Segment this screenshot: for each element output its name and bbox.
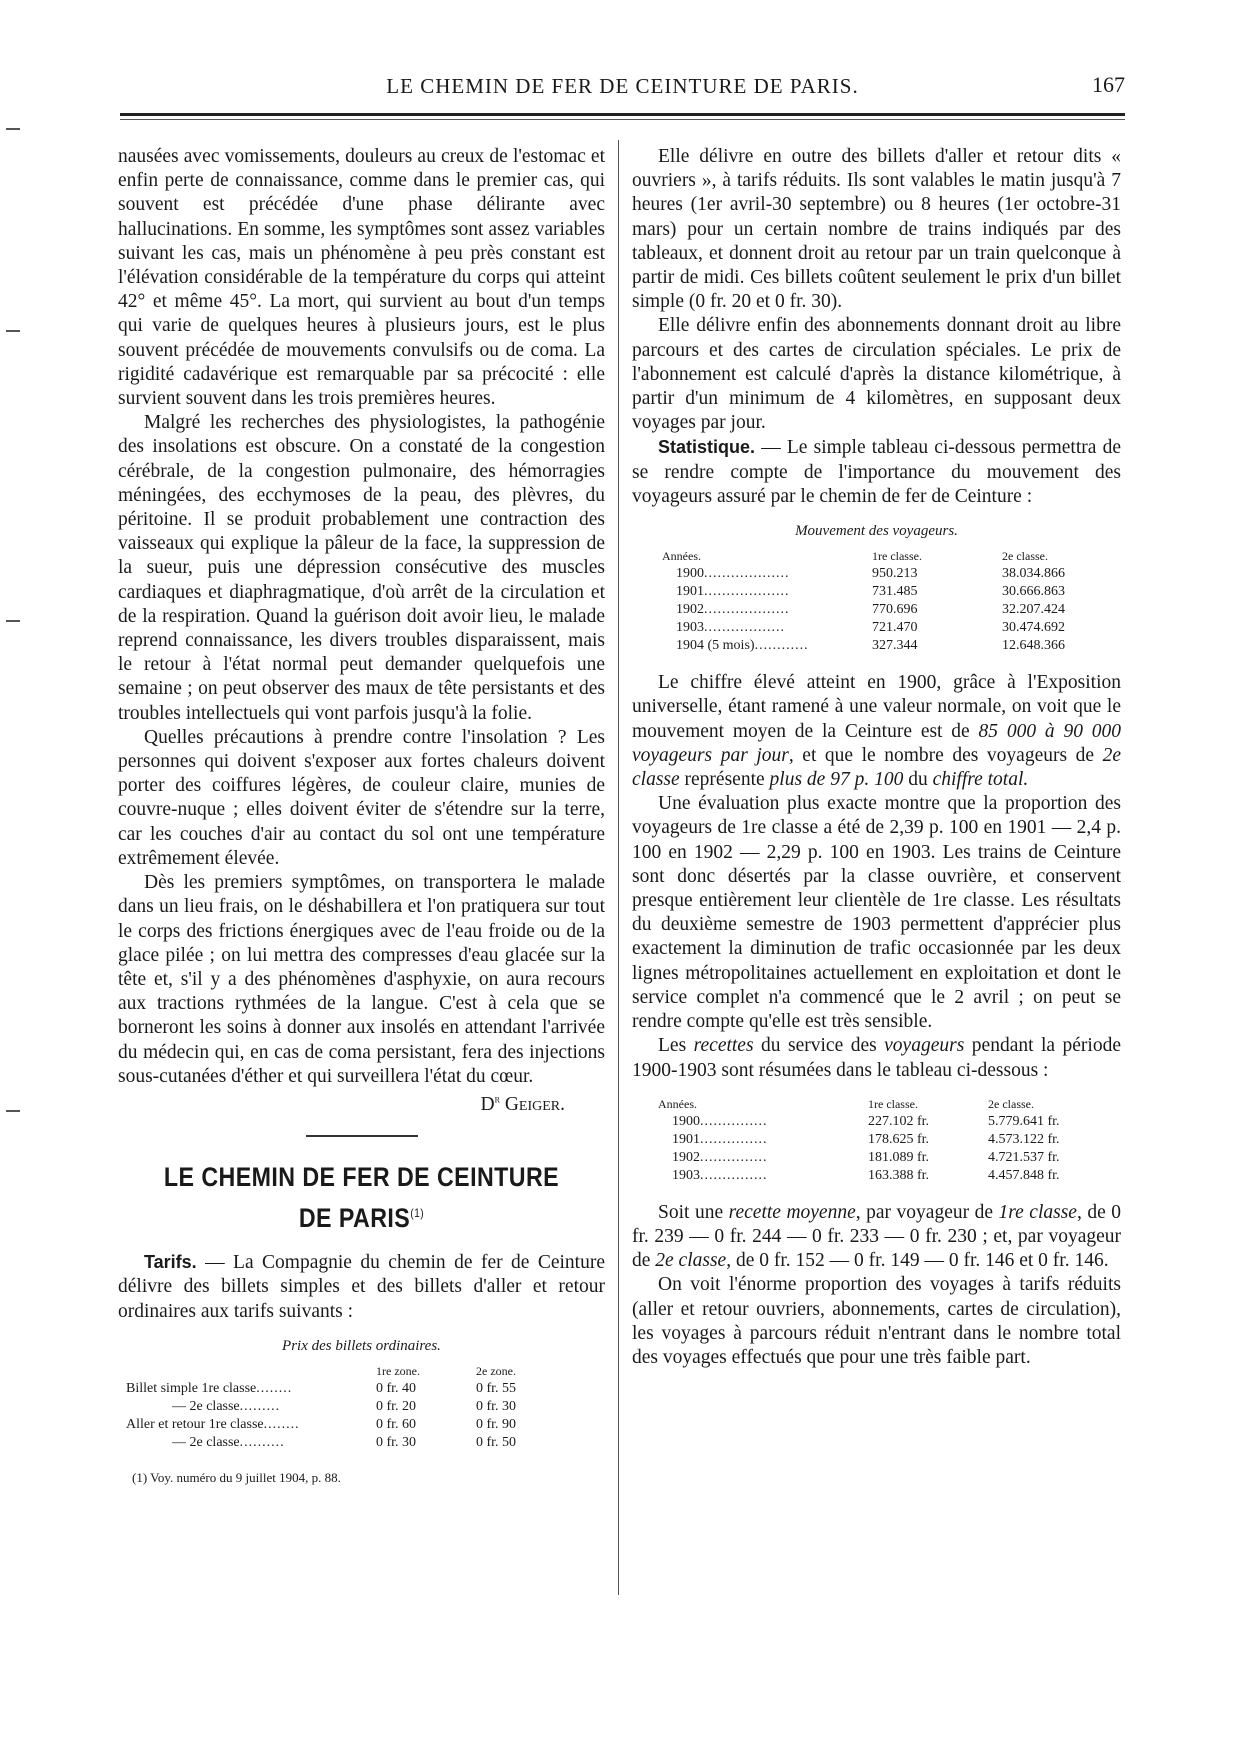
paragraph [632,435,1121,509]
table-row [658,1149,1098,1167]
cell: 770.696 [872,602,918,618]
section-rule [306,1135,418,1137]
statistique-heading: Statistique. [658,437,756,458]
header-rule [120,113,1125,116]
table-row [662,601,1102,619]
tarif-table-caption: Prix des billets ordinaires. [282,1337,441,1354]
cell: 181.089 fr. [868,1149,930,1165]
column-divider [618,140,619,1595]
running-title: LE CHEMIN DE FER DE CEINTURE DE PARIS. [386,74,859,98]
margin-mark [6,620,20,622]
cell: 0 fr. 90 [476,1416,517,1432]
row-label: — 2e classe [172,1398,240,1414]
signature-prefix: D [480,1093,495,1115]
row-label: Aller et retour 1re classe [126,1416,264,1432]
statistique-text: — Le simple tableau ci-dessous permettra de se rendre compte de l'importance du mouvement des voyageurs assuré par le chemin de fer de Ceinture : [632,437,1121,507]
right-column [632,145,1121,1370]
table-row [126,1398,566,1416]
article-title [152,1159,571,1236]
emphasis: 85 000 à 90 000 voyageurs par jour [632,720,1122,766]
column-header: 2e classe. [988,1096,1034,1111]
text-run: du [903,769,933,791]
article-title-line2: DE PARIS [298,1203,411,1234]
table-header-row [662,547,1102,565]
cell: 0 fr. 30 [376,1434,417,1450]
paragraph: Malgré les recherches des physiologistes, la pathogénie des insolations est obscure. On a constaté de la congestion cérébrale, de la congestion pulmonaire, des hémorragies méningées, des ecchymoses de la peau, des plèvres, du péritoine. Il se produit probablement une contraction des vaisseaux qui explique la pâleur de la face, la suppression de la sueur, puis une dépression consécutive des muscles cardiaques et diaphragmatique, d'où arrêt de la circulation et de la respiration. Quand la guérison doit avoir lieu, le malade reprend connaissance, les divers troubles disparaissent, mais le retour à l'état normal peut demander quelquefois une semaine ; on peut observer des maux de tête persistants et des troubles intellectuels qui vont parfois jusqu'à la folie. [118,412,605,724]
row-year: 1904 (5 mois) [676,638,755,654]
emphasis: voyageurs [884,1035,965,1057]
row-year: 1902 [676,602,704,618]
table-row [662,565,1102,583]
row-year: 1900 [676,566,704,582]
dot-leader: ............... [700,1131,768,1147]
emphasis: 1re classe [998,1201,1077,1223]
dot-leader: ............... [700,1113,768,1129]
text-run: représente [679,769,770,791]
row-year: 1901 [672,1131,700,1147]
dot-leader: ................... [704,602,790,618]
cell: 0 fr. 50 [476,1434,517,1450]
text-run: , de 0 fr. 239 — 0 fr. 244 — 0 fr. 233 — 0 fr. 230 ; et, par voyageur de [632,1201,1121,1272]
footnote: (1) Voy. numéro du 9 juillet 1904, p. 88. [132,1469,341,1485]
mouvement-table-caption: Mouvement des voyageurs. [795,523,958,540]
cell: 30.474.692 [1002,620,1065,636]
tarifs-heading: Tarifs. [144,1252,197,1273]
margin-mark [6,128,20,130]
text-run: du service des [753,1035,885,1057]
cell: 12.648.366 [1002,638,1065,654]
dot-leader: ............... [700,1167,768,1183]
paragraph: Quelles précautions à prendre contre l'insolation ? Les personnes qui doivent s'exposer aux fortes chaleurs doivent porter des coiffures légères, de couleur claire, munies de couvre-nuque ; elles doivent éviter de s'étendre sur la terre, car les couches d'air au contact du sol ont une température extrêmement élevée. [118,726,605,869]
paragraph: Une évaluation plus exacte montre que la proportion des voyageurs de 1re classe a été de 2,39 p. 100 en 1901 — 2,4 p. 100 en 1902 — 2,29 p. 100 en 1903. Les trains de Ceinture sont donc désertés par la classe ouvrière, et conservent presque entièrement leur clientèle de 1re classe. Les résultats du deuxième semestre de 1903 permettent d'apprécier plus exactement la diminution de trafic occasionnée par les deux lignes métropolitaines actuellement en exploitation et dont le service complet n'a commencé que le 2 avril ; on peut se rendre compte qu'elle est très sensible. [632,793,1121,1033]
row-year: 1903 [676,620,704,636]
recettes-table [658,1095,1098,1185]
table-row [658,1167,1098,1185]
cell: 38.034.866 [1002,566,1065,582]
author-signature [118,1093,565,1117]
table-row [662,637,1102,655]
cell: 950.213 [872,566,918,582]
paragraph [118,1250,605,1324]
table-row [658,1131,1098,1149]
table-row [126,1380,566,1398]
cell: 4.457.848 fr. [988,1167,1060,1183]
page-number: 167 [1092,72,1125,97]
margin-mark [6,330,20,332]
text-run: pendant la période 1900-1903 sont résumées dans le tableau ci-dessous : [632,1035,1121,1081]
article-title-line1: LE CHEMIN DE FER DE CEINTURE [163,1162,560,1193]
cell: 32.207.424 [1002,602,1065,618]
text-run: Soit une [658,1201,729,1223]
row-year: 1903 [672,1167,700,1183]
row-label: Billet simple 1re classe [126,1380,257,1396]
cell: 731.485 [872,584,918,600]
emphasis: recettes [693,1035,754,1057]
paragraph [632,1034,1121,1082]
cell: 0 fr. 40 [376,1380,417,1396]
cell: 5.779.641 fr. [988,1113,1060,1129]
column-header: 1re classe. [868,1096,918,1111]
cell: 163.388 fr. [868,1167,930,1183]
paragraph: Dès les premiers symptômes, on transportera le malade dans un lieu frais, on le déshabillera et l'on pratiquera sur tout le corps des frictions énergiques avec de l'eau froide ou de la glace pilée ; on lui mettra des compresses d'eau glacée sur la tête et, s'il y a des phénomènes d'asphyxie, on aura recours aux tractions rythmées de la langue. C'est à cela que se borneront les soins à donner aux insolés en attendant l'arrivée du médecin qui, en cas de coma persistant, fera des injections sous-cutanées d'éther et qui surveillera l'état du cœur. [118,872,605,1087]
cell: 30.666.863 [1002,584,1065,600]
column-header: 1re classe. [872,549,922,564]
cell: 0 fr. 55 [476,1380,517,1396]
row-year: 1902 [672,1149,700,1165]
table-row [662,583,1102,601]
mouvement-table [662,547,1102,655]
table-header-row [658,1095,1098,1113]
signature-sup: r [494,1093,500,1106]
cell: 0 fr. 20 [376,1398,417,1414]
column-header: Années. [662,549,701,564]
text-run: , par voyageur de [855,1201,999,1223]
cell: 0 fr. 30 [476,1398,517,1414]
dot-leader: ............ [754,638,809,654]
dot-leader: ................... [704,566,790,582]
emphasis: 2e classe [632,744,1121,791]
dot-leader: ........ [263,1416,300,1432]
cell: 227.102 fr. [868,1113,930,1129]
cell: 327.344 [872,638,918,654]
table-row [126,1416,566,1434]
paragraph: nausées avec vomissements, douleurs au creux de l'estomac et enfin perte de connaissance, comme dans le premier cas, qui souvent est précédée d'une phase délirante avec hallucinations. En somme, les symptômes sont assez variables suivant les cas, mais un phénomène à peu près constant est l'élévation considérable de la température du corps qui atteint 42° et même 45°. La mort, qui survient au bout d'un temps qui varie de quelques heures à plusieurs jours, est le plus souvent précédée de mouvements convulsifs ou de coma. La rigidité cadavérique est remarquable par sa précocité : elle survient souvent dans les trois premières heures. [118,146,605,410]
column-header: 1re zone. [376,1363,420,1378]
column-header: Années. [658,1096,697,1111]
row-year: 1901 [676,584,704,600]
dot-leader: ................... [704,584,790,600]
table-row [658,1113,1098,1131]
emphasis: 2e classe [655,1250,727,1272]
paragraph: Elle délivre en outre des billets d'aller et retour dits « ouvriers », à tarifs réduits. Ils sont valables le matin jusqu'à 7 heures (1er avril-30 septembre) ou 8 heures (1er octobre-31 mars) pour un certain nombre de trains indiqués par des tableaux, et donnent droit au retour par un train quelconque à partir de midi. Ces billets coûtent seulement le prix d'un billet simple (0 fr. 20 et 0 fr. 30). [632,146,1121,313]
column-header: 2e zone. [476,1363,516,1378]
column-header: 2e classe. [1002,549,1048,564]
text-run: , et que le nombre des voyageurs de [788,744,1103,766]
paragraph: Elle délivre enfin des abonnements donnant droit au libre parcours et des cartes de circulation spéciales. Le prix de l'abonnement est calculé d'après la distance kilométrique, à partir d'un minimum de 4 kilomètres, en supposant deux voyages par jour. [632,315,1121,434]
emphasis: plus de 97 p. 100 [769,769,904,791]
text-run: Les [658,1035,694,1057]
row-label: — 2e classe [172,1434,240,1450]
footnote-marker: (1) [410,1206,425,1221]
margin-mark [6,1110,20,1112]
dot-leader: .......... [239,1434,285,1450]
table-row [126,1434,566,1452]
running-head [120,70,1125,104]
emphasis: chiffre total. [932,769,1029,791]
row-year: 1900 [672,1113,700,1129]
dot-leader: ......... [239,1398,281,1414]
table-header-row [126,1362,566,1380]
left-column [118,145,605,1490]
signature-name: Geiger. [504,1093,565,1115]
paragraph [632,1201,1121,1274]
cell: 4.721.537 fr. [988,1149,1060,1165]
tarifs-text: — La Compagnie du chemin de fer de Ceinture délivre des billets simples et des billets d'aller et retour ordinaires aux tarifs suivants : [118,1252,605,1322]
cell: 0 fr. 60 [376,1416,417,1432]
text-run: Le chiffre élevé atteint en 1900, grâce à l'Exposition universelle, étant ramené à une valeur normale, on voit que le mouvement moyen de la Ceinture est de [632,672,1121,742]
dot-leader: .................. [704,620,785,636]
table-row [662,619,1102,637]
dot-leader: ............... [700,1149,768,1165]
cell: 178.625 fr. [868,1131,930,1147]
cell: 4.573.122 fr. [988,1131,1060,1147]
dot-leader: ........ [256,1380,293,1396]
text-run: , de 0 fr. 152 — 0 fr. 149 — 0 fr. 146 et 0 fr. 146. [726,1250,1109,1272]
tarif-table [126,1362,566,1452]
cell: 721.470 [872,620,918,636]
paragraph: On voit l'énorme proportion des voyages à tarifs réduits (aller et retour ouvriers, abonnements, cartes de circulation), les voyages à parcours réduit n'entrant dans le nombre total des voyages effectués que pour une très faible part. [632,1274,1121,1368]
paragraph [632,671,1121,792]
emphasis: recette moyenne [728,1201,856,1223]
header-rule-thin [120,119,1125,120]
